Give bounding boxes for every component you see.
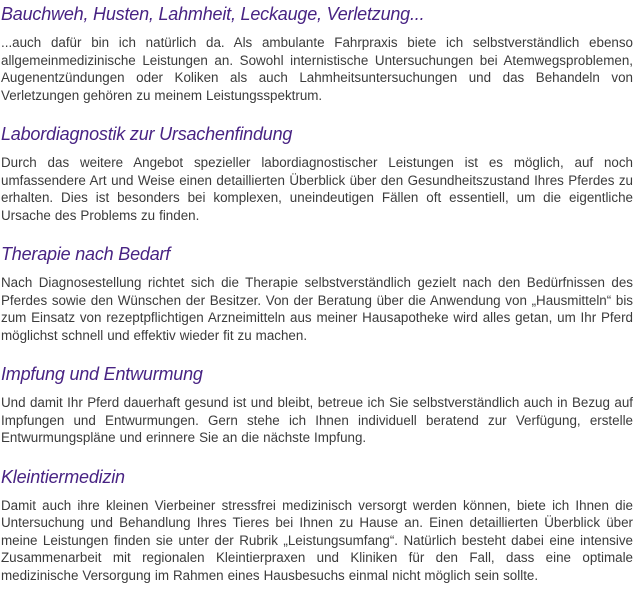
heading-labordiagnostik: Labordiagnostik zur Ursachenfindung [1,124,293,144]
section-kleintiermedizin [1,466,633,585]
paragraph-labordiagnostik: Durch das weitere Angebot spezieller labordiagnostischer Leistungen ist es möglich, auf noch umfassendere Art und Weise einen detaillierten Überblick über den Gesundheitszustand Ihres Pferdes zu erhalten. Dies ist besonders bei komplexen, uneindeutigen Fällen oft essentiell, um die eigentliche Ursache des Problems zu finden. [1,155,633,223]
heading-therapie-nach-bedarf: Therapie nach Bedarf [1,244,171,264]
heading-impfung-und-entwurmung: Impfung und Entwurmung [1,364,203,384]
heading-bauchweh-husten-lahmheit: Bauchweh, Husten, Lahmheit, Leckauge, Verletzung... [1,4,425,24]
section-impfung-entwurmung [1,363,633,447]
paragraph-allgemeinmedizin: ...auch dafür bin ich natürlich da. Als ambulante Fahrpraxis biete ich selbstverständlich ebenso allgemeinmedizinische Leistungen an. Sowohl internistische Untersuchungen bei Atemwegsproblemen, Augenentzündungen oder Koliken als auch Lahmheitsuntersuchungen und das Behandeln von Verletzungen gehören zu meinem Leistungsspektrum. [1,35,633,103]
section-labordiagnostik [1,123,633,224]
paragraph-therapie: Nach Diagnosestellung richtet sich die Therapie selbstverständlich gezielt nach den Bedürfnissen des Pferdes sowie den Wünschen der Besitzer. Von der Beratung über die Anwendung von „Hausmitteln“ bis zum Einsatz von rezeptpflichtigen Arzneimitteln aus meiner Hausapotheke wird alles getan, um Ihr Pferd möglichst schnell und effektiv wieder fit zu machen. [1,275,633,343]
section-allgemeinmedizin [1,3,633,104]
heading-kleintiermedizin: Kleintiermedizin [1,466,125,487]
paragraph-kleintiermedizin: Damit auch ihre kleinen Vierbeiner stressfrei medizinisch versorgt werden können, biete ich Ihnen die Untersuchung und Behandlung Ihres Tieres bei Ihnen zu Hause an. Einen detaillierten Überblick über meine Leistungen finden sie unter der Rubrik „Leistungsumfang“. Natürlich besteht dabei eine intensive Zusammenarbeit mit regionalen Kleintierpraxen und Kliniken für den Fall, dass eine optimale medizinische Versorgung im Rahmen eines Hausbesuchs einmal nicht möglich sein sollte. [1,497,633,583]
section-therapie [1,243,633,344]
paragraph-impfung-entwurmung: Und damit Ihr Pferd dauerhaft gesund ist und bleibt, betreue ich Sie selbstverständlich auch in Bezug auf Impfungen und Entwurmungen. Gern stehe ich Ihnen individuell beratend zur Verfügung, erstelle Entwurmungspläne und erinnere Sie an die nächste Impfung. [1,395,633,445]
